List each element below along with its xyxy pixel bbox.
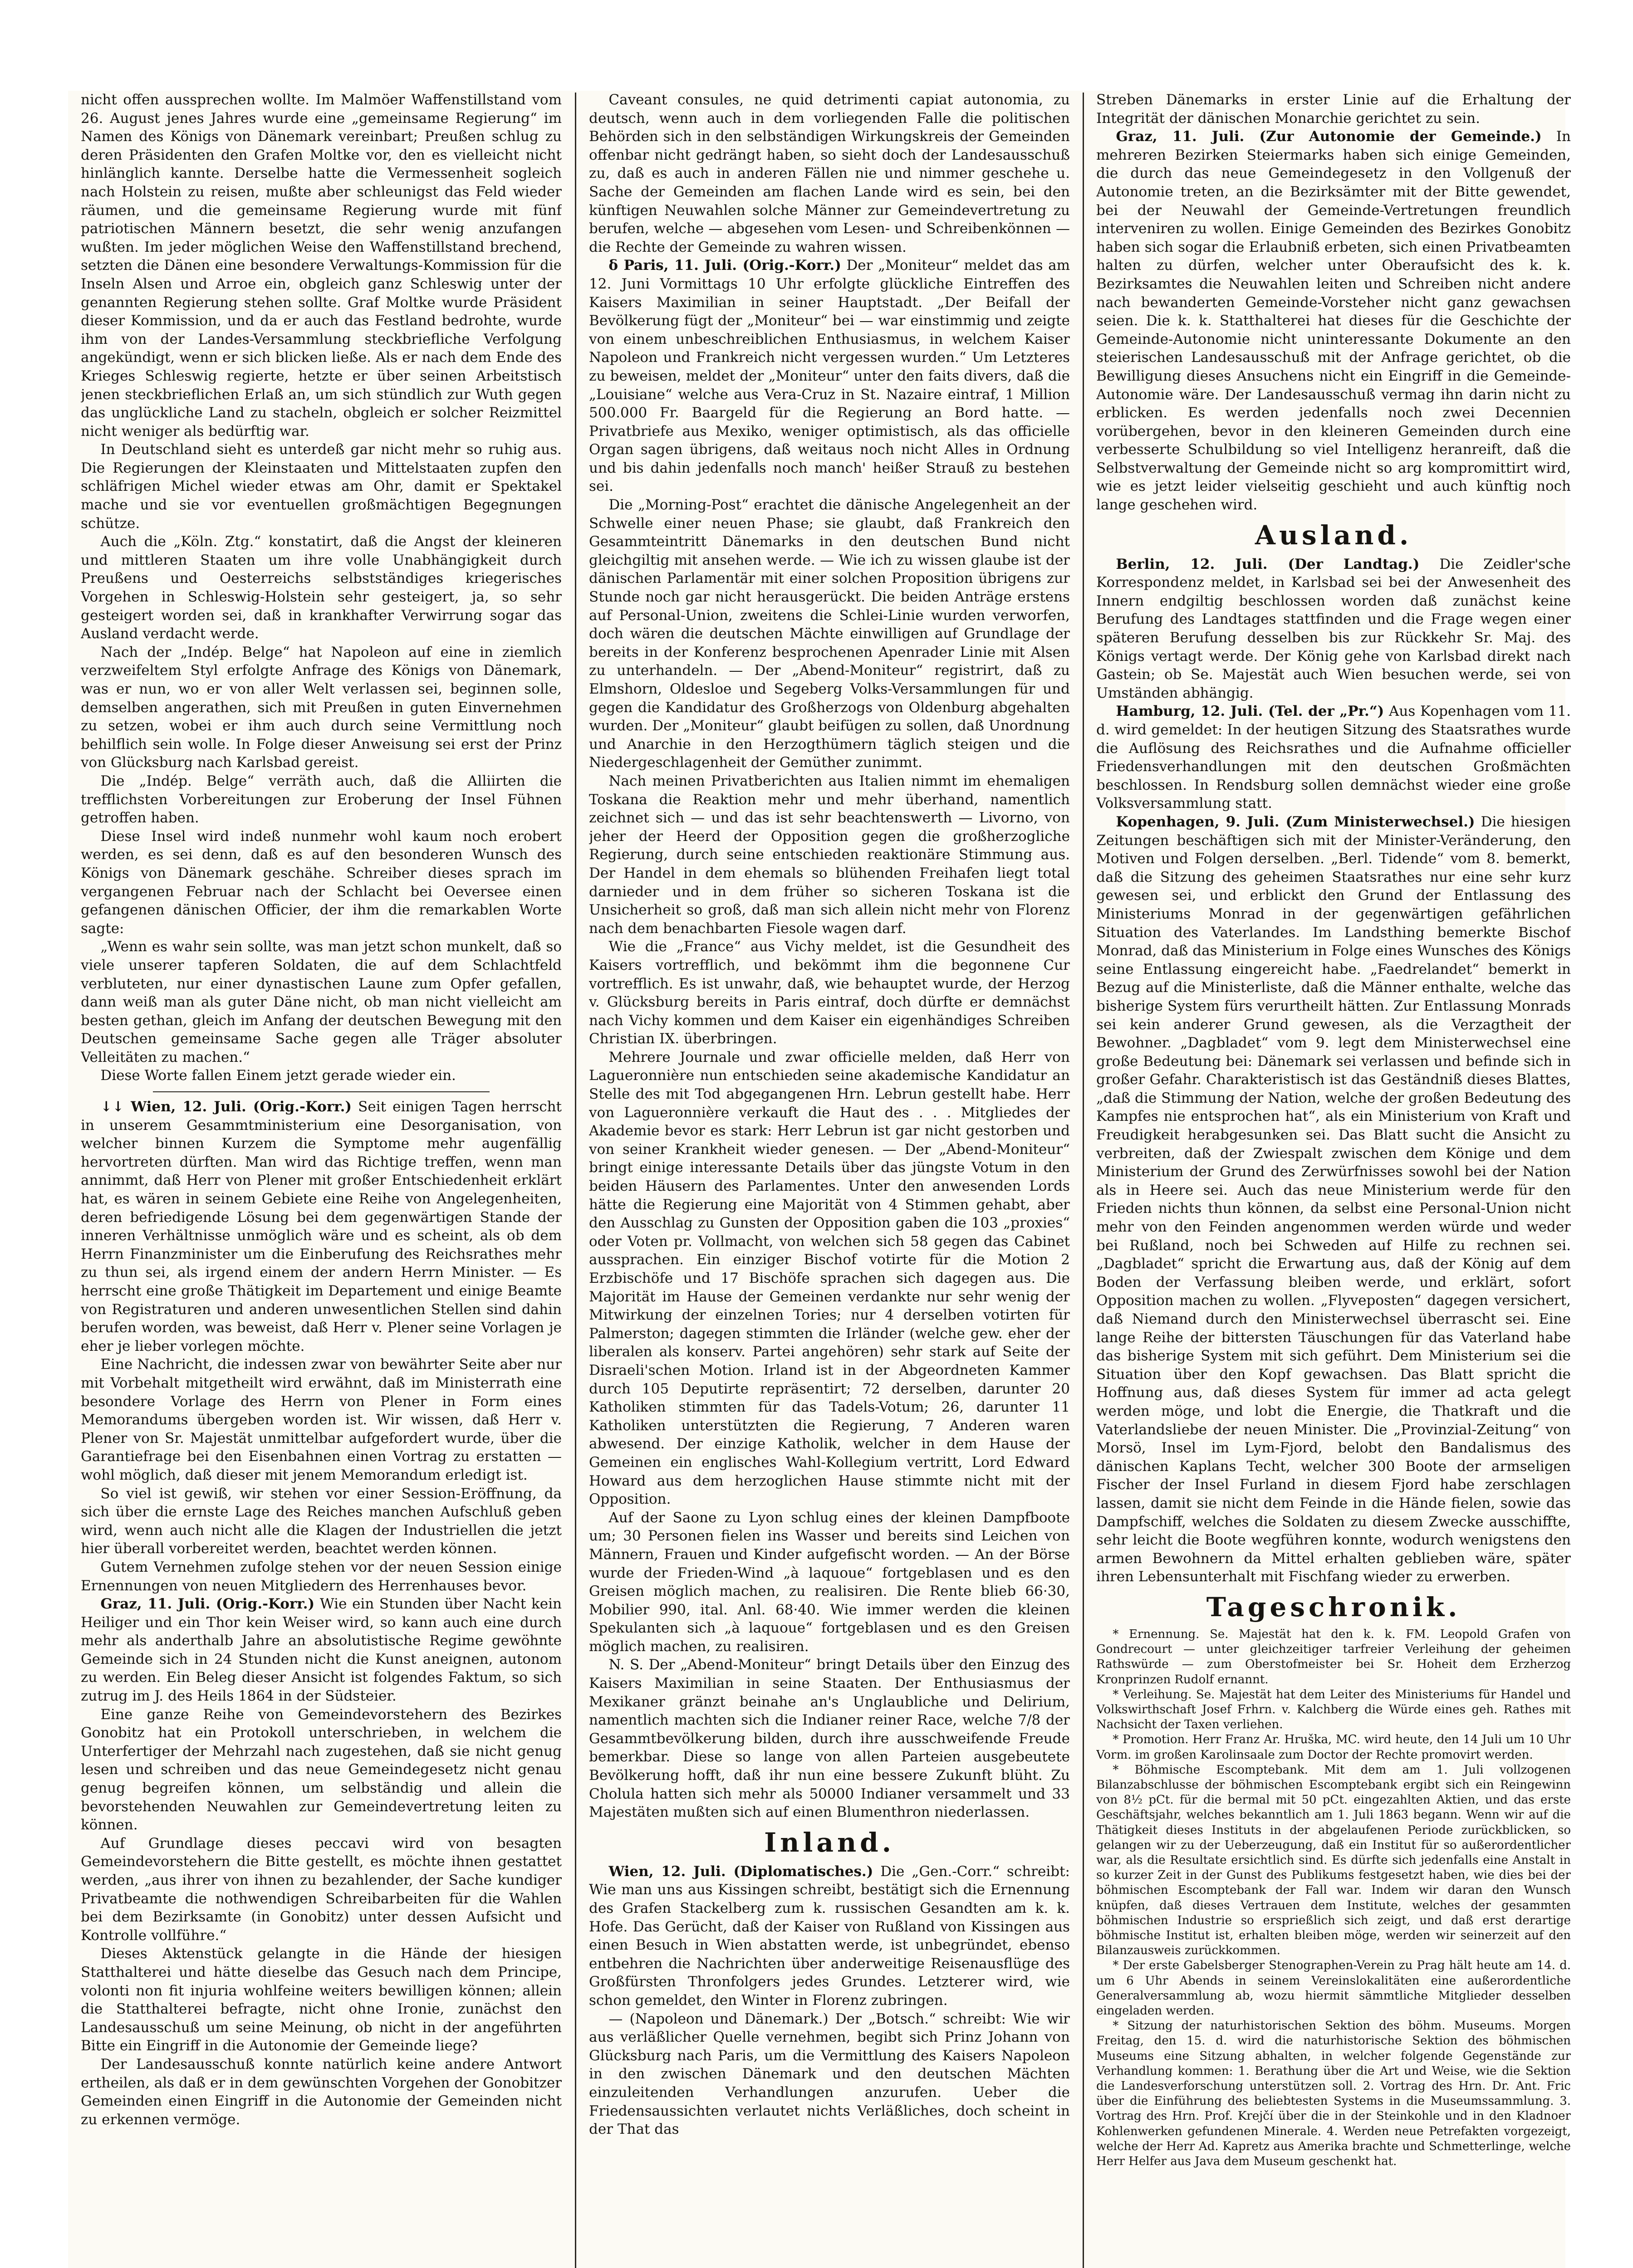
column-rule (575, 93, 576, 2268)
paragraph-text: In mehreren Bezirken Steiermarks haben sich einige Gemeinden, die durch das neue Gemeindegesetz in den Vollgenuß der Autonomie treten, an die Bezirksämter mit der Bitte gewendet, bei der Neuwahl der Gemeinde-Vertretungen freundlich interveniren zu wollen. Einige Gemeinden des Bezirkes Gonobitz haben sich sogar die Erlaubniß erbeten, sich einen Privatbeamten halten zu dürfen, welcher unter Oberaufsicht des k. k. Bezirksamtes die Neuwahlen leiten und Schreiben nicht andere nach bewanderten Gemeinde-Vorsteher nicht ganz gewachsen seien. Die k. k. Statthalterei hat dieses für die Geschichte der Gemeinde-Autonomie nicht uninteressante Dokumente an den steierischen Landesausschuß mit der Anfrage gerichtet, ob die Bewilligung dieses Ansuchens nicht ein Eingriff in die Gemeinde-Autonomie wäre. Der Landesausschuß vermag ihn darin nicht zu erblicken. Es werden jedenfalls noch zwei Decennien vorübergehen, bevor in den kleineren Gemeinden durch eine verbesserte Schulbildung so viel Intelligenz heranreift, daß die Selbstverwaltung der Gemeinde nicht so arg kompromittirt wird, wie es jetzt leider vielseitig geschieht und auch künftig noch lange geschehen wird. (1096, 128, 1571, 513)
paragraph-text: In Deutschland sieht es unterdeß gar nicht mehr so ruhig aus. Die Regierungen der Kleinstaaten und Mittelstaaten zupfen den schläfrigen Michel wieder etwas am Ohr, damit er Spektakel mache und sie vor eventuellen großmächtigen Begegnungen schütze. (81, 441, 562, 532)
article-paragraph (81, 772, 562, 827)
paragraph-text: Streben Dänemarks in erster Linie auf die Erhaltung der Integrität der dänischen Monarchie gerichtet zu sein. (1096, 92, 1571, 127)
article-paragraph (1096, 702, 1571, 813)
article-paragraph (81, 1706, 562, 1834)
article-paragraph (589, 772, 1070, 938)
column-3 (1096, 91, 1571, 2268)
chronicle-item (1096, 1763, 1571, 1959)
paragraph-text: Wie ein Stunden über Nacht kein Heiliger und ein Thor kein Weiser wird, so kann auch eine durch mehr als anderthalb Jahre an absolutistische Regime gewöhnte Gemeinde sich in 24 Stunden nicht die Kunst aneignen, autonom zu werden. Ein Beleg dieser Ansicht ist folgendes Faktum, so sich zutrug im J. des Heils 1864 in der Südsteier. (81, 1596, 562, 1705)
paragraph-text: * Sitzung der naturhistorischen Sektion des böhm. Museums. Morgen Freitag, den 15. d. wird die naturhistorische Sektion des böhmischen Museums eine Sitzung abhalten, in welcher folgende Gegenstände zur Verhandlung kommen: 1. Berathung über die Art und Weise, wie die Sektion die Landesverforschung unterstützen soll. 2. Vortrag des Hrn. Dr. Ant. Fric über die Einführung des beliebtesten Systems in die Museumssammlung. 3. Vortrag des Hrn. Prof. Krejčí über die in der Steinkohle und in den Kladnoer Kohlenwerken gefundenen Minerale. 4. Werden neue Petrefakten vorgezeigt, welche der Herr Ad. Kapretz aus Amerika brachte und Schmetterlinge, welche Herr Helfer aus Java dem Museum geschenkt hat. (1096, 2019, 1571, 2169)
article-paragraph (81, 91, 562, 440)
paragraph-text: Auf der Saone zu Lyon schlug eines der kleinen Dampfboote um; 30 Personen fielen ins Wasser und bereits sind Leichen von Männern, Frauen und Kinder aufgefischt worden. — An der Börse wurde der Frieden-Wind „à laquoue“ fortgeblasen und es den Greisen möglich machen, zu realisiren. Die Rente blieb 66·30, Mobilier 990, ital. Anl. 68·40. Wie immer werden die kleinen Spekulanten sich „à laquoue“ fortgeblasen und es den Greisen möglich machen, zu realisiren. (589, 1509, 1070, 1655)
paragraph-text: * Verleihung. Se. Majestät hat dem Leiter des Ministeriums für Handel und Volkswirthschaft Josef Frhrn. v. Kalchberg die Würde eines geh. Rathes mit Nachsicht der Taxen verliehen. (1096, 1687, 1571, 1732)
article-paragraph (1096, 813, 1571, 1586)
paragraph-text: Diese Worte fallen Einem jetzt gerade wieder ein. (100, 1067, 456, 1084)
article-paragraph (81, 1485, 562, 1558)
article-paragraph (589, 2010, 1070, 2139)
paragraph-text: nicht offen aussprechen wollte. Im Malmöer Waffenstillstand vom 26. August jenes Jahres wurde eine „gemeinsame Regierung“ im Namen des Königs von Dänemark vereinbart; Preußen schlug zu deren Präsidenten den Grafen Moltke vor, den es vielleicht nicht hinlänglich kannte. Derselbe hatte die Vermessenheit sogleich nach Holstein zu reisen, mußte aber schleunigst das Feld wieder räumen, und die gemeinsame Regierung wurde mit fünf patriotischen Männern besetzt, die sehr wenig anzufangen wußten. Im jeder möglichen Weise den Waffenstillstand brechend, setzten die Dänen eine besondere Verwaltungs-Kommission für die Inseln Alsen und Arroe ein, obgleich ganz Schleswig unter der genannten Regierung stehen sollte. Graf Moltke wurde Präsident dieser Kommission, und da er auch das Festland bedrohte, wurde ihm von der Landes-Versammlung steckbriefliche Verfolgung angekündigt, wenn er sich blicken ließe. Als er nach dem Ende des Krieges Schleswig regierte, hetzte er über seinen Arbeitstisch jenen steckbrieflichen Erlaß an, um sich stündlich zur Wuth gegen das unglückliche Land zu stacheln, obgleich er solcher Reizmittel nicht weniger als bedürftig war. (81, 92, 562, 440)
paragraph-text: * Böhmische Escomptebank. Mit dem am 1. Juli vollzogenen Bilanzabschlusse der böhmischen Escomptebank ergibt sich ein Reingewinn von 8½ pCt. für die bermal mit 50 pCt. eingezahlten Aktien, und das erste Geschäftsjahr, welches bekanntlich am 1. Juli 1863 begann. Wenn wir auf die Thätigkeit dieses Instituts in der abgelaufenen Periode zurückblicken, so gelangen wir zu der Ueberzeugung, daß ein Institut für so außerordentlicher war, als die Resultate ersichtlich sind. Es dürfte sich jedenfalls eine Anstalt in so kurzer Zeit in der Gunst des Publikums festgesetzt haben, wie dies bei der böhmischen Escomptebank der Fall war. Indem wir daran den Wunsch knüpfen, daß dieses Vertrauen dem Institute, welches der gesammten böhmischen Industrie so ersprießlich sich zeigt, und daß erst derartige böhmische Institut ist, erhalten bleiben möge, werden wir seinerzeit auf den Bilanzausweis zurückkommen. (1096, 1763, 1571, 1958)
paragraph-text: Die „Morning-Post“ erachtet die dänische Angelegenheit an der Schwelle einer neuen Phase; sie glaubt, daß Frankreich den Gesammteintritt Dänemarks in den deutschen Bund nicht gleichgiltig mit ansehen werde. — Wie ich zu wissen glaube ist der dänischen Parlamentär mit einer solchen Proposition übrigens zur Stunde noch gar nicht herausgerückt. Die beiden Anträge erstens auf Personal-Union, zweitens die Schlei-Linie wurden verworfen, doch wären die deutschen Mächte einwilligen auf Grundlage der bereits in der Konferenz besprochenen Apenrader Linie mit Alsen zu unterhandeln. — Der „Abend-Moniteur“ registrirt, daß zu Elmshorn, Oldesloe und Segeberg Volks-Versammlungen für und gegen die Kandidatur des Großherzogs von Oldenburg abgehalten wurden. Der „Moniteur“ glaubt beifügen zu sollen, daß Unordnung und Anarchie in den Herzogthümern täglich steigen und die Niedergeschlagenheit der Gemüther zunimmt. (589, 497, 1070, 771)
dateline: Wien, 12. Juli. (Diplomatisches.) (608, 1863, 873, 1880)
section-heading: Tageschronik. (1206, 1591, 1461, 1623)
article-paragraph (81, 643, 562, 772)
chronicle-item (1096, 1687, 1571, 1733)
section-heading: Inland. (764, 1827, 895, 1858)
article-paragraph (81, 827, 562, 938)
column-1 (81, 91, 562, 2268)
article-paragraph (81, 1834, 562, 1945)
paragraph-text: Wie die „France“ aus Vichy meldet, ist die Gesundheit des Kaisers vortrefflich, und bekömmt ihm die begonnene Cur vortrefflich. Es ist unwahr, daß, wie behauptet wurde, der Herzog v. Glücksburg bereits in Paris eintraf, doch dürfte er demnächst nach Vichy kommen und dem Kaiser ein eigenhändiges Schreiben Christian IX. überbringen. (589, 938, 1070, 1047)
dateline: δ Paris, 11. Juli. (Orig.-Korr.) (608, 257, 841, 274)
section-heading: Ausland. (1255, 519, 1412, 551)
paragraph-text: Nach meinen Privatberichten aus Italien nimmt im ehemaligen Toskana die Reaktion mehr und mehr überhand, namentlich zeichnet sich — und das ist sehr beachtenswerth — Livorno, von jeher der Heerd der Opposition gegen die großherzogliche Regierung, durch seine entschieden reaktionäre Stimmung aus. Der Handel in dem ehemals so blühenden Freihafen liegt total darnieder und in dem früher so sicheren Toskana ist die Unsicherheit so groß, daß man sich allein nicht mehr von Florenz nach dem benachbarten Fiesole wagen darf. (589, 772, 1070, 937)
article-paragraph (81, 1595, 562, 1706)
article-paragraph (81, 1558, 562, 1595)
paragraph-text: Der „Moniteur“ meldet das am 12. Juni Vormittags 10 Uhr erfolgte glückliche Eintreffen des Kaisers Maximilian in seiner Hauptstadt. „Der Beifall der Bevölkerung fügt der „Moniteur“ bei — war einstimmig und zeigte von einem unbeschreiblichen Enthusiasmus, in welchem Kaiser Napoleon und Frankreich nicht vergessen wurden.“ Um Letzteres zu beweisen, meldet der „Moniteur“ unter den faits divers, daß die „Louisiane“ welche aus Vera-Cruz in St. Nazaire eintraf, 1 Million 500.000 Fr. Baargeld für die Regierung an Bord hatte. — Privatbriefe aus Mexiko, weniger optimistisch, als das officielle Organ sagen übrigens, daß weitaus noch nicht Alles in Ordnung und bis dahin jedenfalls noch manch' heißer Strauß zu bestehen sei. (589, 257, 1070, 495)
paragraph-text: Die Zeidler'sche Korrespondenz meldet, in Karlsbad sei bei der Anwesenheit des Innern endgiltig beschlossen worden daß zunächst keine Berufung des Landtages stattfinden und die Frage wegen einer späteren Berufung desselben bis zur Rückkehr Sr. Maj. des Königs vertagt werde. Der König gehe von Karlsbad direkt nach Gastein; ob Se. Majestät auch Wien besuchen werde, sei von Umständen abhängig. (1096, 556, 1571, 701)
paragraph-text: So viel ist gewiß, wir stehen vor einer Session-Eröffnung, da sich über die ernste Lage des Reiches manchen Aufschluß geben wird, wenn auch nicht alle die Klagen der Industriellen die jetzt hier überall vorbereitet werden, beachtet werden können. (81, 1485, 562, 1557)
column-rule (1083, 93, 1084, 2268)
paragraph-text: Eine Nachricht, die indessen zwar von bewährter Seite aber nur mit Vorbehalt mitgetheilt wird erwähnt, daß im Ministerrath eine besondere Vorlage des Herrn von Plener in Form eines Memorandums übergeben worden ist. Wir wissen, daß Herr v. Plener von Sr. Majestät unmittelbar aufgefordert wurde, über die Garantiefrage bei den Eisenbahnen einen Vortrag zu erstatten — wohl möglich, daß dieser mit jenem Memorandum erledigt ist. (81, 1356, 562, 1483)
article-paragraph (1096, 127, 1571, 514)
chronicle-item (1096, 1958, 1571, 2019)
article-paragraph (589, 496, 1070, 772)
column-2 (589, 91, 1070, 2268)
article-paragraph (589, 1862, 1070, 2010)
article-paragraph (589, 256, 1070, 496)
article-paragraph (1096, 91, 1571, 127)
paragraph-text: * Ernennung. Se. Majestät hat den k. k. FM. Leopold Grafen von Gondrecourt — unter gleichzeitiger tarfreier Verleihung der geheimen Rathswürde — zum Oberstofmeister bei Sr. Hoheit dem Erzherzog Kronprinzen Rudolf ernannt. (1096, 1627, 1571, 1686)
article-paragraph (81, 2055, 562, 2129)
paragraph-text: Die „Gen.-Corr.“ schreibt: Wie man uns aus Kissingen schreibt, bestätigt sich die Ernennung des Grafen Stackelberg zum k. russischen Gesandten am k. k. Hofe. Das Gerücht, daß der Kaiser von Rußland von Kissingen aus einen Besuch in Wien abstatten werde, ist unbegründet, ebenso entbehren die Nachrichten über anderweitige Reisenausflüge des Großfürsten Thronfolgers jedes Grundes. Letzterer wird, wie schon gemeldet, den Winter in Florenz zubringen. (589, 1863, 1070, 2009)
article-paragraph (589, 91, 1070, 256)
paragraph-text: Gutem Vernehmen zufolge stehen vor der neuen Session einige Ernennungen von neuen Mitgliedern des Herrenhauses bevor. (81, 1559, 562, 1594)
article-paragraph (81, 1355, 562, 1484)
paragraph-text: Eine ganze Reihe von Gemeindevorstehern des Bezirkes Gonobitz hat ein Protokoll unterschrieben, in welchem die Unterfertiger der Mehrzahl nach zugestehen, daß sie nicht genug lesen und schreiben und das neue Gemeindegesetz nicht genau genug begreifen können, um selbständig und allein die bevorstehenden Neuwahlen zur Gemeindevertretung leiten zu können. (81, 1706, 562, 1833)
chronicle-item (1096, 1627, 1571, 1687)
paragraph-text: Mehrere Journale und zwar officielle melden, daß Herr von Lagueronnière nun entschieden seine akademische Kandidatur an Stelle des mit Tod abgegangenen Hrn. Lebrun gestellt habe. Herr von Lagueronnière verkauft die Haut des . . . Mitgliedes der Akademie bevor es stark: Herr Lebrun ist gar nicht gestorben und von seiner Krankheit wieder genesen. — Der „Abend-Moniteur“ bringt einige interessante Details über das jüngste Votum in den beiden Häusern des Parlamentes. Unter den anwesenden Lords hätte die Regierung eine Majorität von 4 Stimmen gehabt, aber den Ausschlag zu Gunsten der Opposition gaben die 103 „proxies“ oder Voten pr. Vollmacht, von welchen sich 58 gegen das Cabinet aussprachen. Ein einziger Bischof votirte für die Motion 2 Erzbischöfe und 17 Bischöfe sprachen sich dagegen aus. Die Majorität im Hause der Gemeinen verdankte nur sehr wenig der Mitwirkung der einzelnen Tories; nur 4 derselben votirten für Palmerston; dagegen stimmten die Irländer (welche gew. eher der liberalen als konserv. Partei angehören) sehr stark auf Seite der Disraeli'schen Motion. Irland ist in der Abgeordneten Kammer durch 105 Deputirte repräsentirt; 72 derselben, darunter 20 Katholiken stimmten für das Tadels-Votum; 26, darunter 11 Katholiken unterstützten die Regierung, 7 Anderen waren abwesend. Der einzige Katholik, welcher in dem Hause der Gemeinen ein englisches Wahl-Kollegium vertritt, Lord Edward Howard aus dem herzoglichen Hause stimmte nicht mit der Opposition. (589, 1049, 1070, 1508)
dateline: Berlin, 12. Juli. (Der Landtag.) (1116, 556, 1420, 572)
chronicle-item (1096, 2019, 1571, 2169)
paragraph-text: Die „Indép. Belge“ verräth auch, daß die Alliirten die trefflichsten Vorbereitungen zur Eroberung der Insel Fühnen getroffen haben. (81, 772, 562, 826)
paragraph-text: * Promotion. Herr Franz Ar. Hruška, MC. wird heute, den 14 Juli um 10 Uhr Vorm. im großen Karolinsaale zum Doctor der Rechte promovirt werden. (1096, 1733, 1571, 1762)
paragraph-text: — (Napoleon und Dänemark.) Der „Botsch.“ schreibt: Wie wir aus verläßlicher Quelle vernehmen, begibt sich Prinz Johann von Glücksburg nach Paris, um die Vermittlung des Kaisers Napoleon in den zwischen Dänemark und den deutschen Mächten einzuleitenden Verhandlungen anzurufen. Ueber die Friedensaussichten verlautet nichts Verläßliches, doch scheint in der That das (589, 2010, 1070, 2138)
article-paragraph (81, 1945, 562, 2055)
column-layout (68, 91, 1571, 2268)
paragraph-text: „Wenn es wahr sein sollte, was man jetzt schon munkelt, daß so viele unserer tapferen Soldaten, die auf dem Schlachtfeld verbluteten, nur einer dynastischen Laune zum Opfer gefallen, dann weiß man als guter Däne nicht, ob man nicht vielleicht am besten gethan, gleich im Anfang der deutschen Bewegung mit den Deutschen gemeinsame Sache gegen alle Träger absoluter Velleitäten zu machen.“ (81, 938, 562, 1066)
article-paragraph (81, 440, 562, 533)
section-divider (153, 1091, 490, 1092)
paragraph-text: Der Landesausschuß konnte natürlich keine andere Antwort ertheilen, als daß er in dem gewünschten Vorgehen der Gonobitzer Gemeinden einen Eingriff in die Autonomie der Gemeinden nicht zu erkennen vermöge. (81, 2056, 562, 2128)
article-paragraph (81, 533, 562, 643)
article-paragraph (1096, 555, 1571, 703)
paragraph-text: Caveant consules, ne quid detrimenti capiat autonomia, zu deutsch, wenn auch in dem vorliegenden Falle die politischen Behörden sich in den selbständigen Wirkungskreis der Gemeinden offenbar nicht gedrängt haben, so sieht doch der Landesausschuß zu, daß es auch in anderen Fällen nie und nimmer geschehe u. Sache der Gemeinden am flachen Lande wird es sein, bei den künftigen Neuwahlen solche Männer zur Gemeindevertretung zu berufen, welche — abgesehen vom Lesen- und Schreibenkönnen — die Rechte der Gemeinde zu wahren wissen. (589, 92, 1070, 255)
article-paragraph (81, 1098, 562, 1355)
dateline: Kopenhagen, 9. Juli. (Zum Ministerwechsel.) (1116, 813, 1475, 830)
paragraph-text: Auf Grundlage dieses peccavi wird von besagten Gemeindevorstehern die Bitte gestellt, es möchte ihnen gestattet werden, „aus ihrer von ihnen zu bezahlender, der Sache kundiger Privatbeamte die nothwendigen Schreibarbeiten für die Wahlen bei dem Bezirksamte (in Gonobitz) unter dessen Aufsicht und Kontrolle vollführe.“ (81, 1835, 562, 1944)
paragraph-text: Diese Insel wird indeß nunmehr wohl kaum noch erobert werden, es sei denn, daß es auf den besonderen Wunsch des Königs von Dänemark geschähe. Schreiber dieses sprach im vergangenen Februar nach der Schlacht bei Oeversee einen gefangenen dänischen Officier, der ihm die remarkablen Worte sagte: (81, 828, 562, 937)
paragraph-text: * Der erste Gabelsberger Stenographen-Verein zu Prag hält heute am 14. d. um 6 Uhr Abends in seinem Vereinslokalitäten eine außerordentliche Generalversammlung ab, wozu hiermit sämmtliche Mitglieder desselben eingeladen werden. (1096, 1959, 1571, 2018)
paragraph-text: Die hiesigen Zeitungen beschäftigen sich mit der Minister-Veränderung, den Motiven und Folgen derselben. „Berl. Tidende“ vom 8. bemerkt, daß die Sitzung des geheimen Staatsrathes nur eine sehr kurz gewesen sei, und erblickt den Grund der Entlassung des Ministeriums Monrad in der gegenwärtigen gefährlichen Situation des Vaterlandes. Im Landsthing bemerkte Bischof Monrad, daß das Ministerium in Folge eines Wunsches des Königs seine Entlassung eingereicht habe. „Faedrelandet“ bemerkt in Bezug auf die Ministerliste, daß die Männer enthalte, welche das bisherige System fürs verurtheilt hätten. Zur Entlassung Monrads sei kein anderer Grund gewesen, als die Verzagtheit der Bewohner. „Dagbladet“ vom 9. legt dem Ministerwechsel eine große Bedeutung bei: Dänemark sei verlassen und befinde sich in großer Gefahr. Charakteristisch ist das Geständniß dieses Blattes, „daß die Stimmung der Nation, welche der großen Bedeutung des Kampfes nie entsprochen hat“, als ein Ministerium von Kraft und Freudigkeit herabgesunken sei. Das Blatt sucht die Ansicht zu verbreiten, daß der Zwiespalt zwischen dem Könige und dem Ministerium der Grund des Zerwürfnisses sowohl bei der Nation als in Heere sei. Auch das neue Ministerium werde für den Frieden nichts thun können, da selbst eine Personal-Union nicht mehr von den Feinden angenommen werden würde und weder bei Rußland, noch bei Schweden auf Hilfe zu rechnen sei. „Dagbladet“ spricht die Erwartung aus, daß der König auf dem Boden der Verfassung bleiben werde, und erklärt, sofort Opposition machen zu wollen. „Flyveposten“ dagegen versichert, daß Niemand durch den Ministerwechsel überrascht sei. Eine lange Reihe der bittersten Täuschungen für das Vaterland habe das bisherige System mit sich geführt. Dem Ministerium sei die Situation über den Kopf gewachsen. Das Blatt spricht die Hoffnung aus, daß dieses System für immer ad acta gelegt werden möge, und lobt die Energie, die Thatkraft und die Vaterlandsliebe der neuen Minister. Die „Provinzial-Zeitung“ von Morsö, Insel im Lym-Fjord, belobt den Bandalismus des dänischen Kaplans Techt, welcher 300 Boote der armseligen Fischer der Insel Furland in diesem Fjord habe zerschlagen lassen, damit sie nicht dem Feinde in die Hände fielen, sowie das Dampfschiff, welches die Soldaten zu diesem Zwecke ausschiffte, sehr leicht die Boote wegführen konnte, wodurch wenigstens den armen Bewohnern da Mittel erhalten geblieben wäre, später ihren Lebensunterhalt mit Fischfang wieder zu erwerben. (1096, 813, 1571, 1585)
dateline: ↓↓ Wien, 12. Juli. (Orig.-Korr.) (100, 1099, 352, 1115)
article-paragraph (589, 938, 1070, 1048)
dateline: Graz, 11. Juli. (Orig.-Korr.) (100, 1596, 315, 1613)
paragraph-text: Seit einigen Tagen herrscht in unserem Gesammtministerium eine Desorganisation, von welcher binnen Kurzem die Symptome mehr augenfällig hervortreten dürften. Man wird das Richtige treffen, wenn man annimmt, daß Herr von Plener mit großer Entschiedenheit erklärt hat, es wären in seinem Gebiete eine Reihe von Angelegenheiten, deren befriedigende Lösung bei dem gegenwärtigen Stande der inneren Verhältnisse unmöglich wäre und es scheint, als ob dem Herrn Finanzminister um die Einberufung des Reichsrathes mehr zu thun sei, als irgend einem der andern Herrn Minister. — Es herrscht eine große Thätigkeit im Departement und einige Beamte von Registraturen und anderen unwesentlichen Stellen sind dahin berufen worden, was beweist, daß Herr v. Plener seine Vorlagen je eher je lieber vorlegen möchte. (81, 1099, 562, 1354)
paragraph-text: Nach der „Indép. Belge“ hat Napoleon auf eine in ziemlich verzweifeltem Styl erfolgte Anfrage des Königs von Dänemark, was er nun, wo er von aller Welt verlassen sei, beginnen solle, demselben angerathen, sich mit Preußen in guten Einvernehmen zu setzen, wobei er ihm auch durch seine Vermittlung noch behilflich sein wolle. In Folge dieser Anweisung sei erst der Prinz von Glücksburg nach Karlsbad gereist. (81, 644, 562, 771)
article-paragraph (589, 1509, 1070, 1656)
dateline: Hamburg, 12. Juli. (Tel. der „Pr.“) (1116, 703, 1384, 720)
chronicle-item (1096, 1732, 1571, 1762)
dateline: Graz, 11. Juli. (Zur Autonomie der Gemeinde.) (1116, 128, 1542, 145)
newspaper-page (68, 91, 1571, 2268)
paragraph-text: Aus Kopenhagen vom 11. d. wird gemeldet: In der heutigen Sitzung des Staatsrathes wurde die Auflösung des Reichsrathes und die Aufnahme officieller Friedensverhandlungen mit den deutschen Großmächten beschlossen. In Rendsburg sollen demnächst wieder eine große Volksversammlung statt. (1096, 703, 1571, 812)
paragraph-text: Auch die „Köln. Ztg.“ konstatirt, daß die Angst der kleineren und mittleren Staaten um ihre volle Unabhängigkeit durch Preußens und Oesterreichs selbstständiges kriegerisches Vorgehen in Schleswig-Holstein sehr gesteigert, ja, so sehr gesteigert worden sei, daß in krankhafter Verwirrung sogar das Ausland verdacht werde. (81, 533, 562, 642)
article-paragraph (81, 1066, 562, 1085)
article-paragraph (589, 1048, 1070, 1509)
paragraph-text: Dieses Aktenstück gelangte in die Hände der hiesigen Statthalterei und hätte dieselbe das Gesuch nach dem Principe, volonti non fit injuria wohlfeine weiters bewilligen können; allein die Statthalterei befragte, nicht ohne Ironie, zunächst den Landesausschuß um seine Meinung, ob nicht in der angeführten Bitte ein Eingriff in die Autonomie der Gemeinde liege? (81, 1945, 562, 2054)
article-paragraph (81, 938, 562, 1066)
article-paragraph (589, 1656, 1070, 1821)
paragraph-text: N. S. Der „Abend-Moniteur“ bringt Details über den Einzug des Kaisers Maximilian in seine Staaten. Der Enthusiasmus der Mexikaner gränzt beinahe an's Unglaubliche und Delirium, namentlich machten sich die Indianer reiner Race, welche 7/8 der Gesammtbevölkerung bilden, durch ihre ausschweifende Freude bemerkbar. Diese so lange von allen Parteien ausgebeutete Bevölkerung hofft, daß ihr nun eine bessere Zukunft blüht. Zu Cholula hatten sich mehr als 50000 Indianer versammelt und 33 Majestäten mußten sich auf einen Blumenthron niederlassen. (589, 1657, 1070, 1821)
